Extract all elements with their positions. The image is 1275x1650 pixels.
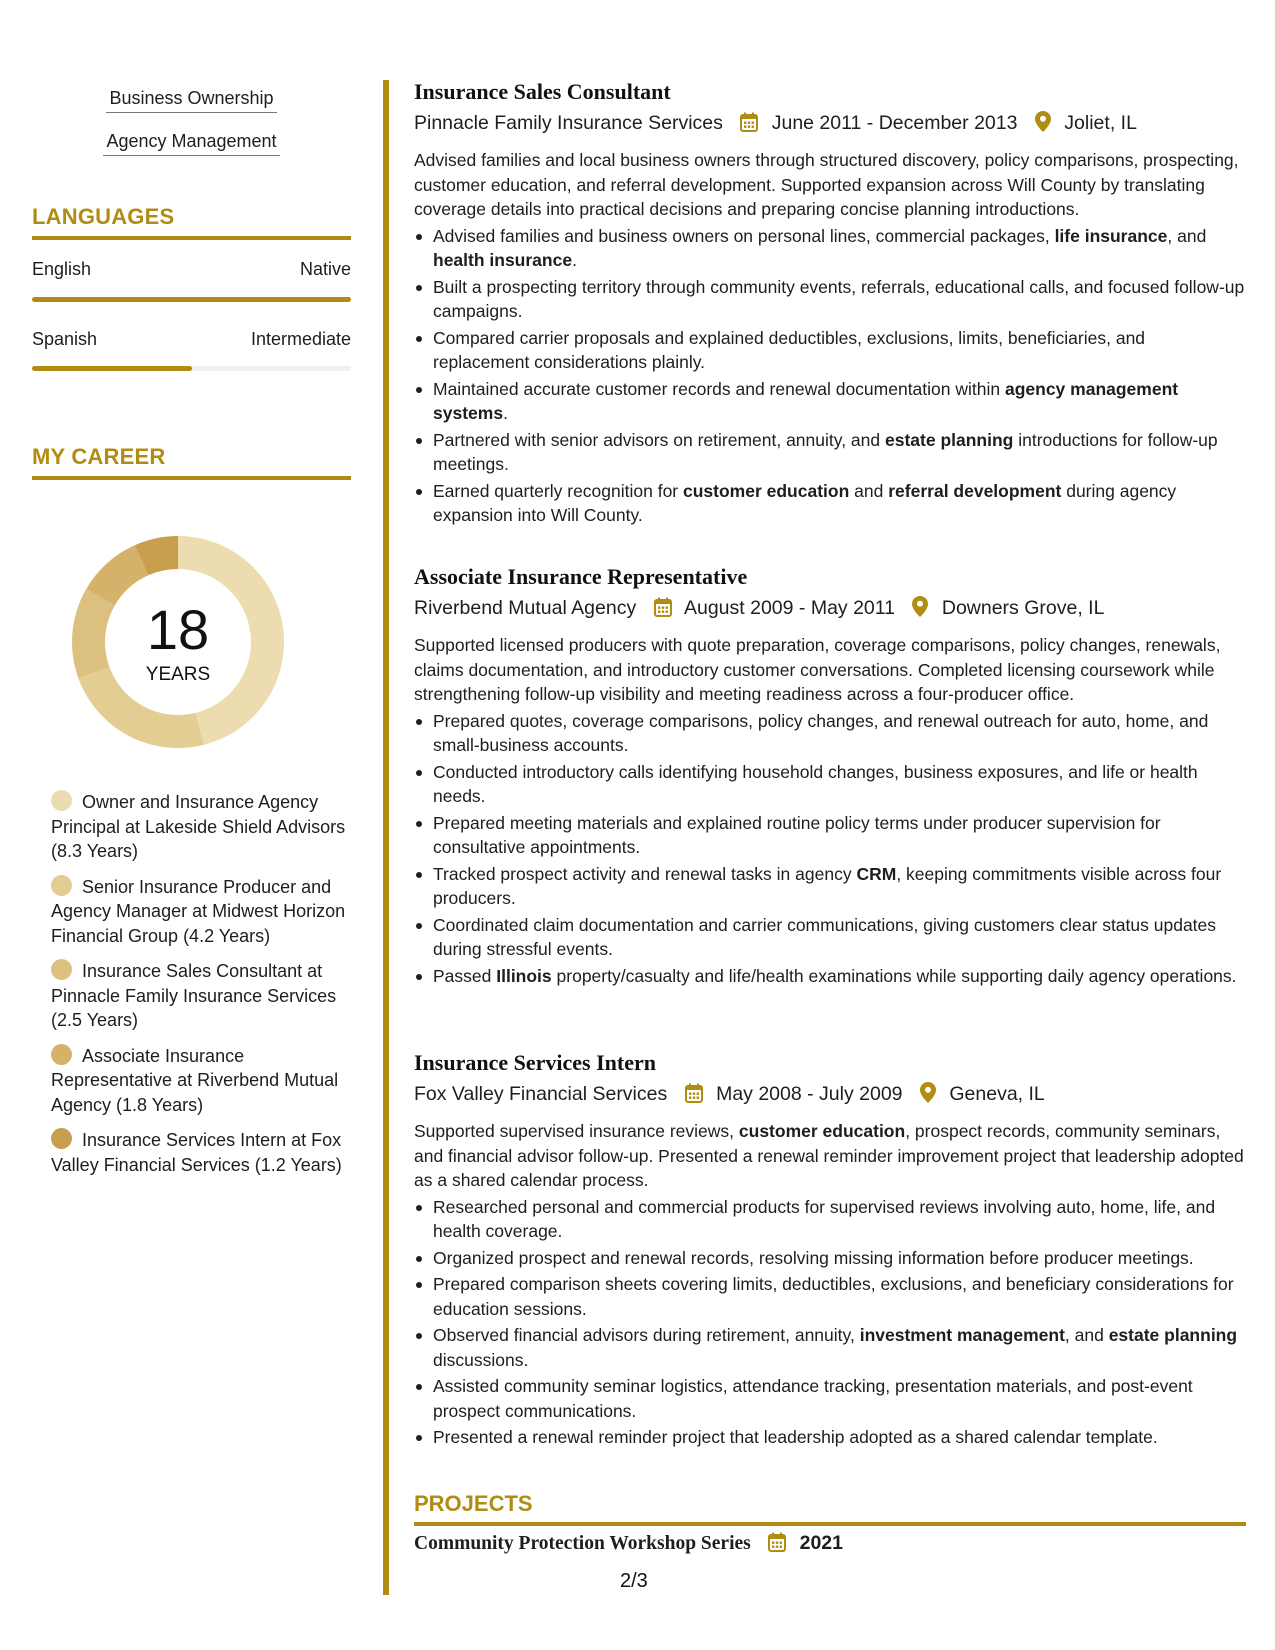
- map-pin-icon: [1035, 111, 1051, 139]
- legend-item: Insurance Sales Consultant at Pinnacle Family Insurance Services (2.5 Years): [51, 961, 337, 1030]
- bullet-item: Built a prospecting territory through community events, referrals, educational calls, and focused follow-up campaigns.: [414, 275, 1246, 324]
- project-name: Community Protection Workshop Series: [414, 1533, 751, 1554]
- bullet-item: Conducted introductory calls identifying household changes, business exposures, and life or health needs.: [414, 760, 1246, 809]
- job-summary: Supported licensed producers with quote preparation, coverage comparisons, policy changes, renewals, claims documentation, and introductory customer conversations. Completed licensing coursework while strengthening follow-up visibility and meeting readiness across a four-producer office.: [414, 635, 1221, 704]
- legend-swatch: [51, 790, 72, 811]
- language-level: Native: [299, 259, 351, 279]
- calendar-icon: [768, 1532, 786, 1559]
- job-dates: August 2009 - May 2011: [683, 597, 896, 619]
- language-bar-fill: [32, 366, 192, 371]
- language-bar-spanish: [32, 366, 351, 371]
- bullet-item: Coordinated claim documentation and carrier communications, giving customers clear status updates during stressful events.: [414, 913, 1246, 962]
- project-year: 2021: [799, 1532, 843, 1554]
- bullet-item: Prepared comparison sheets covering limits, deductibles, exclusions, and beneficiary considerations for education sessions.: [414, 1272, 1246, 1321]
- language-name: English: [32, 259, 92, 279]
- language-row-english: [32, 256, 351, 282]
- page-number: 2/3: [620, 1570, 648, 1592]
- legend-swatch: [51, 959, 72, 980]
- job-title: Insurance Sales Consultant: [414, 79, 671, 104]
- legend-swatch: [51, 1044, 72, 1065]
- language-bar-fill: [32, 297, 351, 302]
- language-name: Spanish: [32, 329, 98, 349]
- job-entry: [414, 78, 1246, 530]
- skill-agency-management[interactable]: Agency Management: [32, 129, 351, 156]
- calendar-icon: [740, 112, 758, 139]
- legend-item: Senior Insurance Producer and Agency Manager at Midwest Horizon Financial Group (4.2 Years): [51, 876, 346, 946]
- bullet-item: Prepared quotes, coverage comparisons, policy changes, and renewal outreach for auto, home, and small-business accounts.: [414, 709, 1246, 758]
- bullet-item: Assisted community seminar logistics, attendance tracking, presentation materials, and post-event prospect communications.: [414, 1374, 1246, 1423]
- job-company: Pinnacle Family Insurance Services: [414, 112, 723, 134]
- legend-swatch: [51, 875, 72, 896]
- language-level: Intermediate: [250, 329, 351, 349]
- legend-item: Owner and Insurance Agency Principal at Lakeside Shield Advisors (8.3 Years): [51, 792, 346, 861]
- career-total-years: 18: [146, 598, 210, 661]
- bullet-item: Researched personal and commercial products for supervised reviews involving auto, home, life, and health coverage.: [414, 1195, 1246, 1244]
- legend-item: Insurance Services Intern at Fox Valley Financial Services (1.2 Years): [51, 1130, 342, 1175]
- career-donut-chart: [66, 530, 290, 754]
- job-dates: June 2011 - December 2013: [771, 112, 1018, 134]
- bullet-item: Observed financial advisors during retirement, annuity, investment management, and estate planning discussions.: [414, 1323, 1246, 1372]
- bullet-item: Organized prospect and renewal records, resolving missing information before producer meetings.: [414, 1246, 1246, 1271]
- job-bullets: [414, 709, 1246, 989]
- bullet-item: Earned quarterly recognition for customer education and referral development during agency expansion into Will County.: [414, 479, 1246, 528]
- job-bullets: [414, 224, 1246, 528]
- job-meta: [414, 1081, 1246, 1110]
- job-dates: May 2008 - July 2009: [716, 1083, 903, 1105]
- legend-swatch: [51, 1128, 72, 1149]
- job-entry: [414, 563, 1246, 990]
- bullet-item: Passed Illinois property/casualty and life/health examinations while supporting daily agency operations.: [414, 964, 1246, 989]
- calendar-icon: [654, 597, 672, 624]
- bullet-item: Presented a renewal reminder project that leadership adopted as a shared calendar template.: [414, 1425, 1246, 1450]
- job-meta: [414, 110, 1246, 139]
- languages-heading: LANGUAGES: [32, 204, 351, 240]
- skill-business-ownership[interactable]: Business Ownership: [32, 86, 351, 113]
- job-entry: [414, 1049, 1246, 1452]
- career-legend: [51, 790, 351, 1188]
- job-location: Joliet, IL: [1064, 112, 1137, 134]
- project-row: [414, 1530, 843, 1559]
- bullet-item: Advised families and business owners on personal lines, commercial packages, life insurance, and health insurance.: [414, 224, 1246, 273]
- career-total-unit: YEARS: [145, 664, 211, 685]
- job-company: Riverbend Mutual Agency: [414, 597, 637, 619]
- job-title: Associate Insurance Representative: [414, 564, 748, 589]
- map-pin-icon: [912, 596, 928, 624]
- language-bar-english: [32, 297, 351, 302]
- bullet-item: Prepared meeting materials and explained routine policy terms under producer supervision for consultative appointments.: [414, 811, 1246, 860]
- projects-heading: PROJECTS: [414, 1491, 1246, 1526]
- job-location: Downers Grove, IL: [941, 597, 1105, 619]
- bullet-item: Partnered with senior advisors on retirement, annuity, and estate planning introductions for follow-up meetings.: [414, 428, 1246, 477]
- bullet-item: Compared carrier proposals and explained deductibles, exclusions, limits, beneficiaries, and replacement considerations plainly.: [414, 326, 1246, 375]
- language-row-spanish: [32, 326, 351, 352]
- job-location: Geneva, IL: [949, 1083, 1045, 1105]
- bullet-item: Tracked prospect activity and renewal tasks in agency CRM, keeping commitments visible across four producers.: [414, 862, 1246, 911]
- column-divider: [383, 80, 389, 1595]
- job-meta: [414, 595, 1246, 624]
- job-summary: Advised families and local business owners through structured discovery, policy comparisons, prospecting, customer education, and referral development. Supported expansion across Will County by translating coverage details into practical decisions and preparing concise planning introductions.: [414, 150, 1239, 219]
- legend-item: Associate Insurance Representative at Riverbend Mutual Agency (1.8 Years): [51, 1045, 339, 1115]
- job-bullets: [414, 1195, 1246, 1450]
- job-title: Insurance Services Intern: [414, 1050, 656, 1075]
- bullet-item: Maintained accurate customer records and renewal documentation within agency management systems.: [414, 377, 1246, 426]
- calendar-icon: [685, 1083, 703, 1110]
- job-company: Fox Valley Financial Services: [414, 1083, 668, 1105]
- job-summary: Supported supervised insurance reviews, customer education, prospect records, community seminars, and financial advisor follow-up. Presented a renewal reminder improvement project that leadership adopted as a shared calendar process.: [414, 1121, 1244, 1190]
- career-heading: MY CAREER: [32, 444, 351, 480]
- map-pin-icon: [920, 1082, 936, 1110]
